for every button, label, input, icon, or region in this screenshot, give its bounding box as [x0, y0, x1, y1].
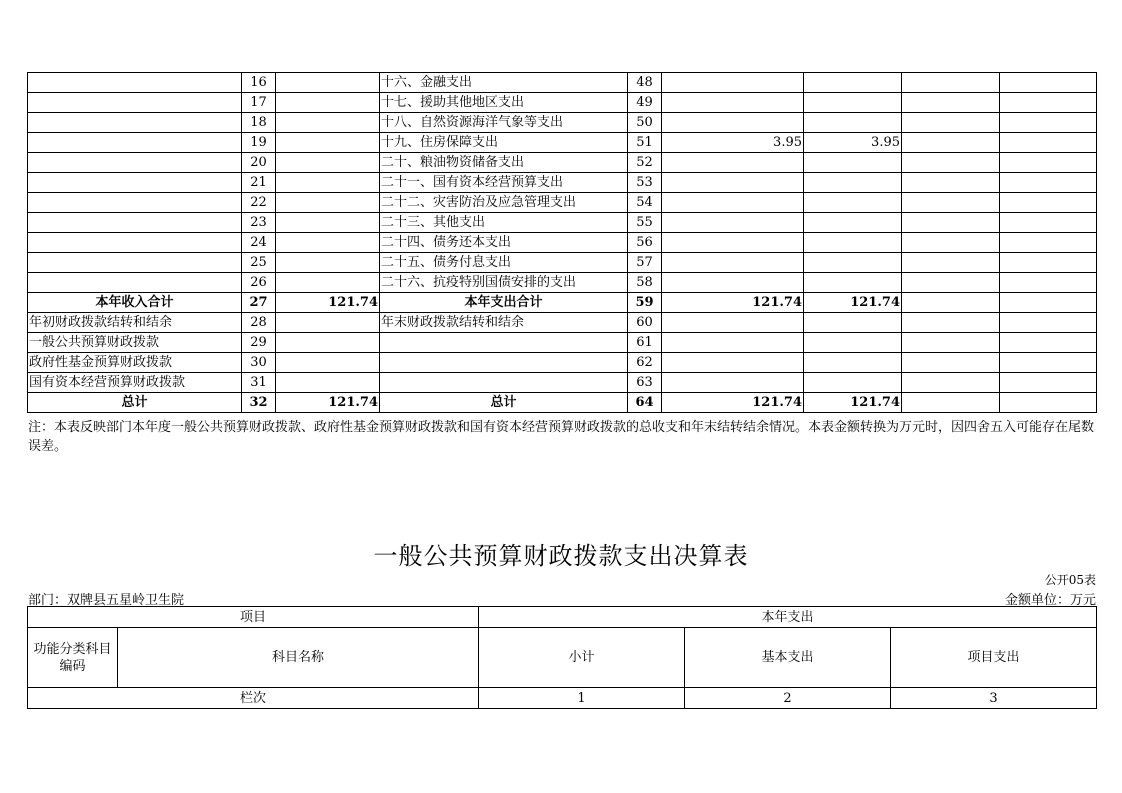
income-amount-cell	[276, 153, 380, 173]
expenditure-col-2-cell	[804, 333, 902, 353]
header-item: 项目	[28, 607, 479, 628]
expenditure-row-no-cell: 53	[628, 173, 662, 193]
expenditure-col-4-cell	[1000, 273, 1097, 293]
expenditure-col-2-cell	[804, 273, 902, 293]
header-project-expenditure: 项目支出	[891, 628, 1097, 688]
expenditure-total-cell	[662, 73, 804, 93]
income-amount-cell	[276, 173, 380, 193]
expenditure-row-no-cell: 55	[628, 213, 662, 233]
table-row	[28, 93, 1097, 113]
expenditure-row-no-cell: 50	[628, 113, 662, 133]
department-label: 部门：双牌县五星岭卫生院	[28, 593, 185, 608]
income-row-no-cell: 16	[242, 73, 276, 93]
general-budget-expenditure-table	[27, 606, 1097, 709]
income-item-cell: 年初财政拨款结转和结余	[28, 313, 242, 333]
table-row	[28, 293, 1097, 313]
expenditure-total-cell	[662, 253, 804, 273]
expenditure-col-2-cell	[804, 353, 902, 373]
expenditure-col-2-cell	[804, 153, 902, 173]
income-row-no-cell: 28	[242, 313, 276, 333]
expenditure-total-cell	[662, 173, 804, 193]
expenditure-col-2-cell	[804, 73, 902, 93]
table-row	[28, 333, 1097, 353]
expenditure-col-3-cell	[902, 113, 1000, 133]
income-item-cell	[28, 113, 242, 133]
expenditure-col-4-cell	[1000, 153, 1097, 173]
expenditure-col-2-cell	[804, 193, 902, 213]
income-row-no-cell: 18	[242, 113, 276, 133]
income-row-no-cell: 29	[242, 333, 276, 353]
expenditure-col-3-cell	[902, 373, 1000, 393]
expenditure-col-3-cell	[902, 353, 1000, 373]
expenditure-col-4-cell	[1000, 93, 1097, 113]
expenditure-col-4-cell	[1000, 113, 1097, 133]
expenditure-item-cell: 二十四、债务还本支出	[380, 233, 628, 253]
table-row	[28, 193, 1097, 213]
expenditure-col-2-cell	[804, 213, 902, 233]
expenditure-item-cell: 总计	[380, 393, 628, 413]
header-function-code: 功能分类科目编码	[28, 628, 118, 688]
expenditure-total-cell	[662, 113, 804, 133]
expenditure-item-cell: 十八、自然资源海洋气象等支出	[380, 113, 628, 133]
income-amount-cell	[276, 313, 380, 333]
expenditure-item-cell: 年末财政拨款结转和结余	[380, 313, 628, 333]
table-row	[28, 233, 1097, 253]
expenditure-item-cell: 二十二、灾害防治及应急管理支出	[380, 193, 628, 213]
expenditure-col-2-cell: 3.95	[804, 133, 902, 153]
expenditure-total-cell	[662, 373, 804, 393]
income-amount-cell: 121.74	[276, 393, 380, 413]
expenditure-col-4-cell	[1000, 233, 1097, 253]
income-row-no-cell: 17	[242, 93, 276, 113]
expenditure-item-cell: 二十一、国有资本经营预算支出	[380, 173, 628, 193]
expenditure-total-cell	[662, 353, 804, 373]
expenditure-col-3-cell	[902, 253, 1000, 273]
expenditure-total-cell	[662, 273, 804, 293]
income-item-cell	[28, 93, 242, 113]
form-number: 公开05表	[1044, 573, 1096, 587]
expenditure-total-cell	[662, 213, 804, 233]
expenditure-item-cell: 二十三、其他支出	[380, 213, 628, 233]
page-title: 一般公共预算财政拨款支出决算表	[373, 542, 749, 570]
income-row-no-cell: 19	[242, 133, 276, 153]
header-subject-name: 科目名称	[118, 628, 479, 688]
expenditure-row-no-cell: 52	[628, 153, 662, 173]
expenditure-col-3-cell	[902, 333, 1000, 353]
expenditure-col-3-cell	[902, 193, 1000, 213]
expenditure-item-cell	[380, 333, 628, 353]
expenditure-col-3-cell	[902, 233, 1000, 253]
expenditure-col-3-cell	[902, 293, 1000, 313]
expenditure-col-4-cell	[1000, 353, 1097, 373]
expenditure-row-no-cell: 51	[628, 133, 662, 153]
expenditure-col-2-cell	[804, 173, 902, 193]
column-number-3: 3	[891, 688, 1097, 709]
revenue-expenditure-table	[27, 72, 1097, 413]
income-row-no-cell: 20	[242, 153, 276, 173]
expenditure-total-cell: 3.95	[662, 133, 804, 153]
expenditure-col-4-cell	[1000, 253, 1097, 273]
expenditure-row-no-cell: 57	[628, 253, 662, 273]
expenditure-col-4-cell	[1000, 193, 1097, 213]
column-number-1: 1	[479, 688, 685, 709]
expenditure-total-cell	[662, 93, 804, 113]
expenditure-col-4-cell	[1000, 133, 1097, 153]
expenditure-col-2-cell	[804, 93, 902, 113]
expenditure-col-2-cell	[804, 253, 902, 273]
income-item-cell	[28, 233, 242, 253]
header-subtotal: 小计	[479, 628, 685, 688]
table-row	[28, 393, 1097, 413]
expenditure-row-no-cell: 49	[628, 93, 662, 113]
expenditure-col-4-cell	[1000, 333, 1097, 353]
income-item-cell	[28, 173, 242, 193]
table-row	[28, 113, 1097, 133]
expenditure-total-cell: 121.74	[662, 393, 804, 413]
expenditure-item-cell	[380, 353, 628, 373]
income-item-cell: 国有资本经营预算财政拨款	[28, 373, 242, 393]
expenditure-row-no-cell: 62	[628, 353, 662, 373]
revenue-expenditure-table-body	[28, 73, 1097, 413]
table-row	[28, 353, 1097, 373]
expenditure-col-3-cell	[902, 93, 1000, 113]
expenditure-row-no-cell: 58	[628, 273, 662, 293]
table-row	[28, 253, 1097, 273]
expenditure-item-cell: 十七、援助其他地区支出	[380, 93, 628, 113]
expenditure-col-4-cell	[1000, 313, 1097, 333]
expenditure-col-4-cell	[1000, 73, 1097, 93]
expenditure-col-4-cell	[1000, 393, 1097, 413]
income-row-no-cell: 25	[242, 253, 276, 273]
expenditure-col-4-cell	[1000, 373, 1097, 393]
income-row-no-cell: 26	[242, 273, 276, 293]
expenditure-col-2-cell	[804, 113, 902, 133]
expenditure-col-3-cell	[902, 313, 1000, 333]
expenditure-row-no-cell: 48	[628, 73, 662, 93]
expenditure-row-no-cell: 54	[628, 193, 662, 213]
row-label-column-number: 栏次	[28, 688, 479, 709]
expenditure-row-no-cell: 63	[628, 373, 662, 393]
column-number-2: 2	[685, 688, 891, 709]
income-row-no-cell: 27	[242, 293, 276, 313]
expenditure-col-2-cell: 121.74	[804, 393, 902, 413]
table-row	[28, 133, 1097, 153]
expenditure-col-3-cell	[902, 173, 1000, 193]
expenditure-total-cell	[662, 193, 804, 213]
income-row-no-cell: 32	[242, 393, 276, 413]
income-amount-cell	[276, 233, 380, 253]
expenditure-total-cell	[662, 233, 804, 253]
income-amount-cell	[276, 213, 380, 233]
income-amount-cell: 121.74	[276, 293, 380, 313]
income-item-cell	[28, 273, 242, 293]
table-row	[28, 373, 1097, 393]
expenditure-item-cell: 二十五、债务付息支出	[380, 253, 628, 273]
income-item-cell: 一般公共预算财政拨款	[28, 333, 242, 353]
expenditure-col-3-cell	[902, 133, 1000, 153]
income-row-no-cell: 24	[242, 233, 276, 253]
table-row	[28, 153, 1097, 173]
expenditure-col-2-cell: 121.74	[804, 293, 902, 313]
income-amount-cell	[276, 73, 380, 93]
expenditure-col-4-cell	[1000, 293, 1097, 313]
expenditure-col-3-cell	[902, 213, 1000, 233]
header-current-year-expenditure: 本年支出	[479, 607, 1097, 628]
income-row-no-cell: 21	[242, 173, 276, 193]
income-amount-cell	[276, 113, 380, 133]
expenditure-row-no-cell: 59	[628, 293, 662, 313]
expenditure-row-no-cell: 61	[628, 333, 662, 353]
expenditure-col-3-cell	[902, 393, 1000, 413]
expenditure-total-cell: 121.74	[662, 293, 804, 313]
income-item-cell	[28, 213, 242, 233]
expenditure-item-cell: 二十、粮油物资储备支出	[380, 153, 628, 173]
income-amount-cell	[276, 273, 380, 293]
income-amount-cell	[276, 133, 380, 153]
income-item-cell: 政府性基金预算财政拨款	[28, 353, 242, 373]
expenditure-col-4-cell	[1000, 213, 1097, 233]
expenditure-item-cell: 十九、住房保障支出	[380, 133, 628, 153]
expenditure-col-2-cell	[804, 313, 902, 333]
income-row-no-cell: 22	[242, 193, 276, 213]
expenditure-item-cell: 二十六、抗疫特别国债安排的支出	[380, 273, 628, 293]
income-row-no-cell: 23	[242, 213, 276, 233]
income-amount-cell	[276, 333, 380, 353]
expenditure-row-no-cell: 64	[628, 393, 662, 413]
expenditure-total-cell	[662, 333, 804, 353]
income-item-cell	[28, 133, 242, 153]
income-item-cell: 总计	[28, 393, 242, 413]
table-note: 注：本表反映部门本年度一般公共预算财政拨款、政府性基金预算财政拨款和国有资本经营预算财政拨款的总收支和年末结转结余情况。本表金额转换为万元时，因四舍五入可能存在尾数误差。	[28, 420, 1095, 454]
expenditure-item-cell	[380, 373, 628, 393]
income-amount-cell	[276, 93, 380, 113]
expenditure-total-cell	[662, 313, 804, 333]
income-amount-cell	[276, 253, 380, 273]
expenditure-col-2-cell	[804, 233, 902, 253]
expenditure-row-no-cell: 60	[628, 313, 662, 333]
header-basic-expenditure: 基本支出	[685, 628, 891, 688]
income-item-cell	[28, 253, 242, 273]
table-row	[28, 313, 1097, 333]
income-amount-cell	[276, 373, 380, 393]
income-amount-cell	[276, 193, 380, 213]
table-row	[28, 73, 1097, 93]
expenditure-col-4-cell	[1000, 173, 1097, 193]
income-item-cell	[28, 193, 242, 213]
income-row-no-cell: 31	[242, 373, 276, 393]
table-row	[28, 173, 1097, 193]
expenditure-item-cell: 十六、金融支出	[380, 73, 628, 93]
income-item-cell	[28, 73, 242, 93]
table-row	[28, 213, 1097, 233]
expenditure-col-3-cell	[902, 73, 1000, 93]
expenditure-col-2-cell	[804, 373, 902, 393]
amount-unit-label: 金额单位：万元	[1004, 593, 1096, 608]
table-row	[28, 273, 1097, 293]
income-row-no-cell: 30	[242, 353, 276, 373]
expenditure-total-cell	[662, 153, 804, 173]
expenditure-col-3-cell	[902, 153, 1000, 173]
income-item-cell	[28, 153, 242, 173]
expenditure-item-cell: 本年支出合计	[380, 293, 628, 313]
income-amount-cell	[276, 353, 380, 373]
income-item-cell: 本年收入合计	[28, 293, 242, 313]
expenditure-row-no-cell: 56	[628, 233, 662, 253]
expenditure-col-3-cell	[902, 273, 1000, 293]
